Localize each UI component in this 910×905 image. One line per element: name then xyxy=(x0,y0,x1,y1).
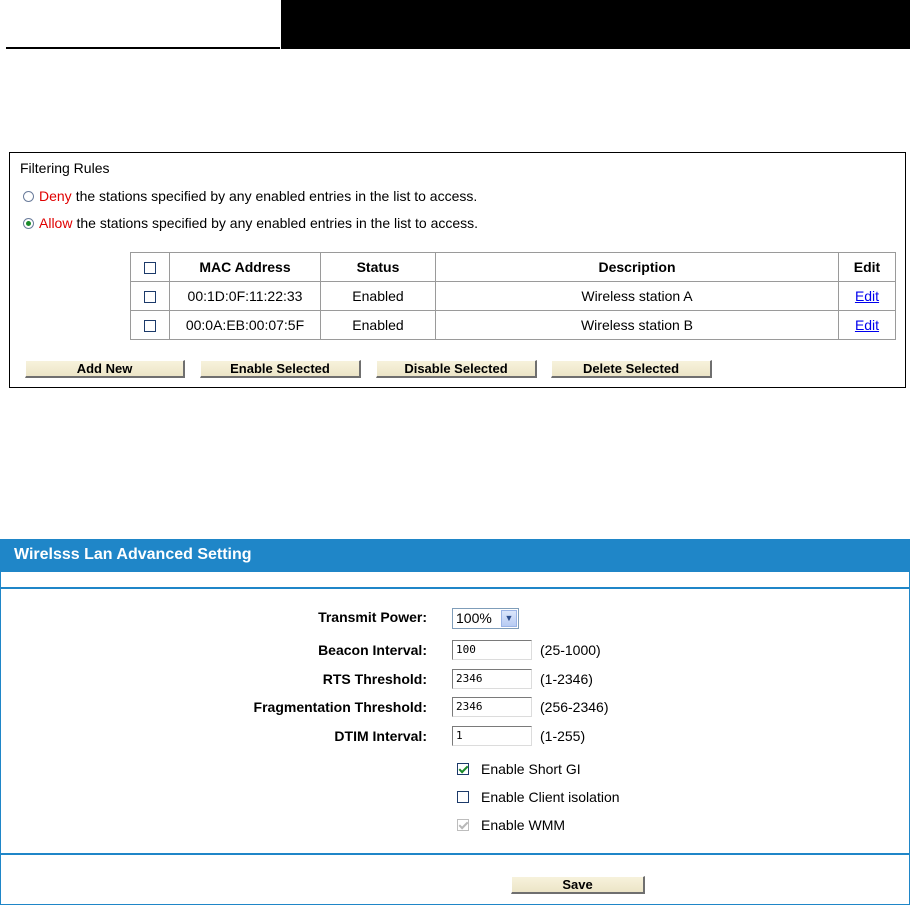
filtering-rules-panel xyxy=(9,152,906,388)
edit-link[interactable]: Edit xyxy=(854,317,880,333)
wmm-label: Enable WMM xyxy=(481,817,566,833)
divider-bottom xyxy=(1,853,909,855)
filtering-rules-title: Filtering Rules xyxy=(20,160,110,176)
allow-rule-row[interactable] xyxy=(23,213,478,233)
select-all-checkbox[interactable] xyxy=(144,262,156,274)
dtim-interval-input[interactable]: 1 xyxy=(452,726,532,746)
header-black-bar xyxy=(281,0,910,49)
delete-selected-button[interactable]: Delete Selected xyxy=(551,360,712,378)
edit-link[interactable]: Edit xyxy=(854,288,880,304)
deny-description: the stations specified by any enabled entries in the list to access. xyxy=(75,188,478,204)
col-mac-address: MAC Address xyxy=(170,253,321,282)
wmm-checkbox xyxy=(457,819,469,831)
advanced-settings-panel xyxy=(0,539,910,905)
beacon-interval-label: Beacon Interval: xyxy=(318,642,427,658)
description-cell: Wireless station B xyxy=(436,311,839,340)
transmit-power-select[interactable] xyxy=(452,608,519,629)
col-description: Description xyxy=(436,253,839,282)
transmit-power-value: 100% xyxy=(456,610,492,626)
allow-radio[interactable] xyxy=(23,218,34,229)
description-cell: Wireless station A xyxy=(436,282,839,311)
deny-rule-row[interactable] xyxy=(23,186,477,206)
client-isolation-option[interactable] xyxy=(457,789,620,805)
chevron-down-icon[interactable]: ▼ xyxy=(501,610,517,627)
row-checkbox[interactable] xyxy=(144,320,156,332)
col-edit: Edit xyxy=(839,253,896,282)
short-gi-option[interactable] xyxy=(457,761,581,777)
row-select-cell xyxy=(131,282,170,311)
mac-cell: 00:1D:0F:11:22:33 xyxy=(170,282,321,311)
row-checkbox[interactable] xyxy=(144,291,156,303)
client-isolation-checkbox[interactable] xyxy=(457,791,469,803)
short-gi-label: Enable Short GI xyxy=(481,761,581,777)
add-new-button[interactable]: Add New xyxy=(25,360,185,378)
disable-selected-button[interactable]: Disable Selected xyxy=(376,360,537,378)
rts-threshold-label: RTS Threshold: xyxy=(322,671,427,687)
beacon-interval-hint: (25-1000) xyxy=(540,642,601,658)
table-row xyxy=(131,282,896,311)
divider-top xyxy=(1,587,909,589)
fragmentation-threshold-input[interactable]: 2346 xyxy=(452,697,532,717)
mac-filter-table xyxy=(130,252,896,340)
save-button[interactable]: Save xyxy=(511,876,645,894)
dtim-interval-hint: (1-255) xyxy=(540,728,586,744)
allow-description: the stations specified by any enabled entries in the list to access. xyxy=(76,215,479,231)
fragmentation-threshold-hint: (256-2346) xyxy=(540,699,609,715)
client-isolation-label: Enable Client isolation xyxy=(481,789,620,805)
advanced-settings-title: Wirelsss Lan Advanced Setting xyxy=(14,546,252,563)
table-header-row xyxy=(131,253,896,282)
advanced-settings-titlebar xyxy=(1,540,909,572)
header-underline xyxy=(6,0,280,49)
fragmentation-threshold-label: Fragmentation Threshold: xyxy=(253,699,427,715)
edit-cell xyxy=(839,282,896,311)
deny-keyword: Deny xyxy=(39,188,72,204)
select-all-cell xyxy=(131,253,170,282)
col-status: Status xyxy=(321,253,436,282)
status-cell: Enabled xyxy=(321,282,436,311)
transmit-power-label: Transmit Power: xyxy=(318,609,427,625)
table-row xyxy=(131,311,896,340)
rts-threshold-input[interactable]: 2346 xyxy=(452,669,532,689)
wmm-option xyxy=(457,817,565,833)
deny-radio[interactable] xyxy=(23,191,34,202)
mac-cell: 00:0A:EB:00:07:5F xyxy=(170,311,321,340)
status-cell: Enabled xyxy=(321,311,436,340)
enable-selected-button[interactable]: Enable Selected xyxy=(200,360,361,378)
edit-cell xyxy=(839,311,896,340)
dtim-interval-label: DTIM Interval: xyxy=(334,728,427,744)
allow-keyword: Allow xyxy=(39,215,73,231)
row-select-cell xyxy=(131,311,170,340)
rts-threshold-hint: (1-2346) xyxy=(540,671,593,687)
short-gi-checkbox[interactable] xyxy=(457,763,469,775)
beacon-interval-input[interactable]: 100 xyxy=(452,640,532,660)
